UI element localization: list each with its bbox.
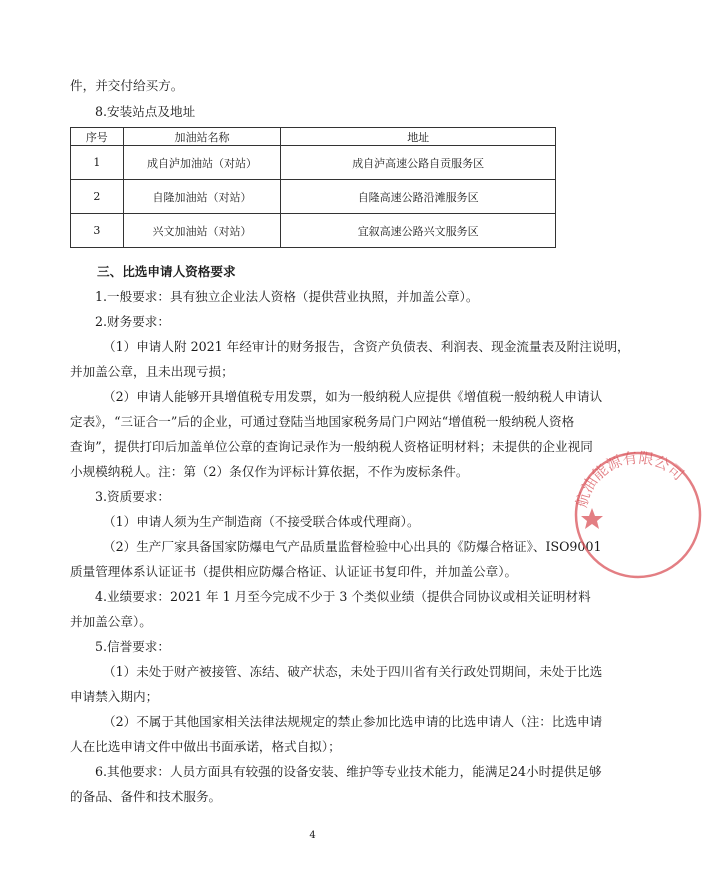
header-station-name: 加油站名称 — [123, 128, 281, 146]
paragraph-financial-2: （2）申请人能够开具增值税专用发票，如为一般纳税人应提供《增值税一般纳税人申请认 — [103, 389, 603, 404]
paragraph-other-cont: 的备品、备件和技术服务。 — [70, 789, 222, 804]
paragraph-credit-1-cont: 申请禁入期内； — [70, 689, 159, 704]
row-index: 2 — [71, 180, 124, 214]
paragraph-qualification-1: （1）申请人须为生产制造商（不接受联合体或代理商）。 — [103, 514, 420, 529]
paragraph-credit-2-cont: 人在比选申请文件中做出书面承诺，格式自拟）； — [70, 739, 341, 754]
row-station-name: 自隆加油站（对站） — [123, 180, 281, 214]
paragraph-performance-cont: 并加盖公章）。 — [70, 614, 152, 629]
table-row — [71, 146, 556, 180]
paragraph-credit-heading: 5.信誉要求： — [95, 639, 170, 654]
paragraph-financial-2-cont: 小规模纳税人。注：第（2）条仅作为评标计算依据，不作为废标条件。 — [70, 464, 469, 479]
section-heading-qualifications: 三、比选申请人资格要求 — [97, 264, 236, 279]
paragraph-general-requirements: 1.一般要求：具有独立企业法人资格（提供营业执照，并加盖公章）。 — [95, 289, 479, 304]
row-station-name: 成自泸加油站（对站） — [123, 146, 281, 180]
paragraph-qualification-2-cont: 质量管理体系认证证书（提供相应防爆合格证、认证证书复印件，并加盖公章）。 — [70, 564, 518, 579]
row-address: 自隆高速公路沿滩服务区 — [281, 180, 556, 214]
paragraph-financial-1: （1）申请人附 2021 年经审计的财务报告，含资产负债表、利润表、现金流量表及附注说明， — [103, 339, 630, 354]
paragraph-qualification-2: （2）生产厂家具备国家防爆电气产品质量监督检验中心出具的《防爆合格证》、ISO9001 — [103, 539, 602, 554]
section-install-sites: 8.安装站点及地址 — [95, 104, 196, 119]
page-number: 4 — [309, 830, 316, 841]
row-index: 3 — [71, 214, 124, 248]
paragraph-credit-2: （2）不属于其他国家相关法律法规规定的禁止参加比选申请的比选申请人（注：比选申请 — [103, 714, 603, 729]
table-row — [71, 180, 556, 214]
table-header-row — [71, 128, 556, 146]
row-address: 宜叙高速公路兴文服务区 — [281, 214, 556, 248]
paragraph-credit-1: （1）未处于财产被接管、冻结、破产状态，未处于四川省有关行政处罚期间，未处于比选 — [103, 664, 603, 679]
row-address: 成自泸高速公路自贡服务区 — [281, 146, 556, 180]
paragraph-continuation: 件，并交付给买方。 — [70, 78, 184, 93]
paragraph-financial-1-cont: 并加盖公章，且未出现亏损； — [70, 364, 234, 379]
paragraph-performance: 4.业绩要求：2021 年 1 月至今完成不少于 3 个类似业绩（提供合同协议或相关证明材料 — [95, 589, 591, 604]
paragraph-financial-2-cont: 定表》，“三证合一”后的企业，可通过登陆当地国家税务局门户网站“增值税一般纳税人资格 — [70, 414, 575, 429]
install-sites-table — [70, 127, 556, 248]
svg-text:航油能源有限公司: 航油能源有限公司 — [572, 448, 688, 510]
row-index: 1 — [71, 146, 124, 180]
paragraph-other: 6.其他要求：人员方面具有较强的设备安装、维护等专业技术能力，能满足24小时提供足够 — [95, 764, 602, 779]
paragraph-financial-heading: 2.财务要求： — [95, 314, 170, 329]
header-index: 序号 — [71, 128, 124, 146]
row-station-name: 兴文加油站（对站） — [123, 214, 281, 248]
paragraph-qualification-heading: 3.资质要求： — [95, 489, 170, 504]
table-row — [71, 214, 556, 248]
header-address: 地址 — [281, 128, 556, 146]
company-seal-stamp — [568, 445, 708, 585]
paragraph-financial-2-cont: 查询”，提供打印后加盖单位公章的查询记录作为一般纳税人资格证明材料；未提供的企业视同 — [70, 439, 593, 454]
